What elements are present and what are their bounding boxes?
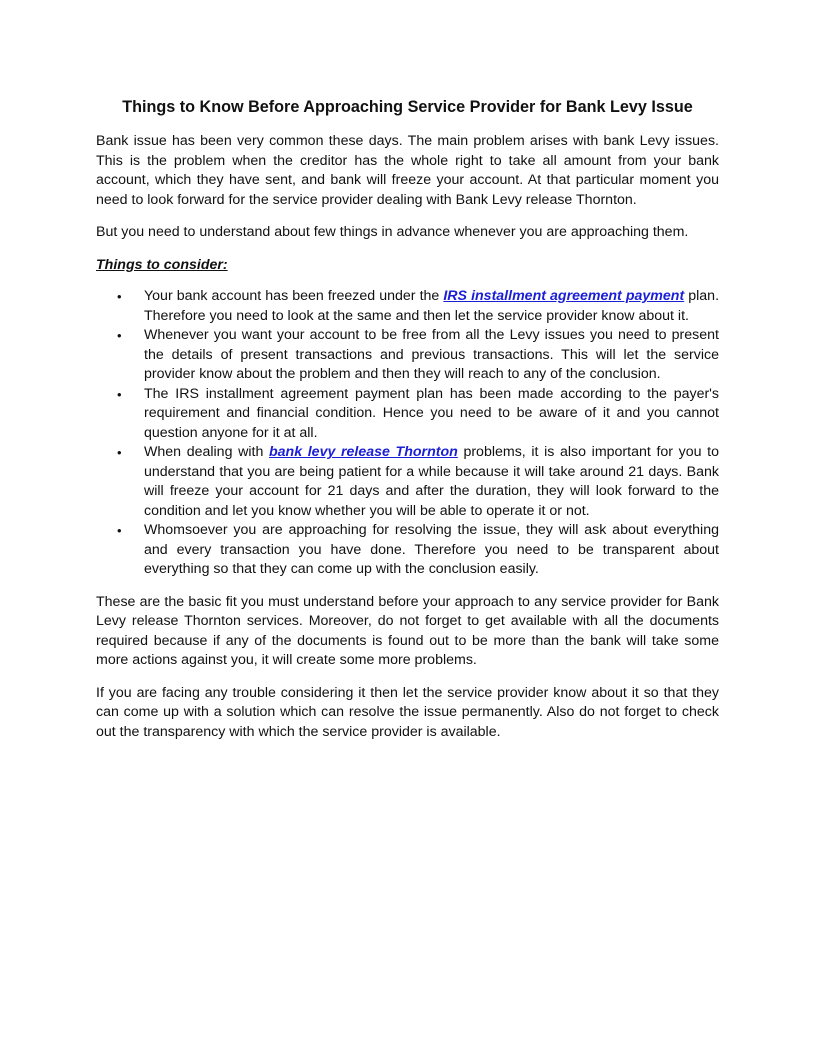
intro-paragraph-2: But you need to understand about few things in advance whenever you are approaching them. bbox=[96, 224, 689, 240]
list-item bbox=[96, 521, 719, 580]
considerations-list bbox=[96, 287, 719, 580]
list-item bbox=[96, 443, 719, 521]
list-item-text-before: Your bank account has been freezed under the bbox=[144, 288, 444, 304]
bullet-icon: • bbox=[117, 328, 122, 343]
intro-paragraph-1: Bank issue has been very common these days. The main problem arises with bank Levy issues. This is the problem when the creditor has the whole right to take all amount from your bank account, which they have sent, and bank will freeze your account. At that particular moment you need to look forward for the service provider dealing with Bank Levy release Thornton. bbox=[96, 133, 719, 208]
closing-paragraph-1: These are the basic fit you must understand before your approach to any service provider for Bank Levy release Thornton services. Moreover, do not forget to get available with all the documents required because if any of the documents is found out to be more than the bank will take some more actions against you, it will create some more problems. bbox=[96, 593, 719, 668]
list-item-text: Whomsoever you are approaching for resolving the issue, they will ask about everything and every transaction you have done. Therefore you need to be transparent about everything so that they can come up with the conclusion easily. bbox=[144, 522, 719, 577]
document-title: Things to Know Before Approaching Service Provider for Bank Levy Issue bbox=[122, 98, 693, 116]
list-item-text-after: problems, it is also important for you to understand that you are being patient for a while because it will take around 21 days. Bank will freeze your account for 21 days and after the duration, they will look forward to the condition and let you know whether you will be able to operate it or not. bbox=[144, 444, 719, 519]
list-item-text: The IRS installment agreement payment plan has been made according to the payer's requirement and financial condition. Hence you need to be aware of it and you cannot question anyone for it at all. bbox=[144, 385, 719, 441]
bank-levy-release-link[interactable]: bank levy release Thornton bbox=[268, 444, 458, 460]
list-item bbox=[96, 326, 719, 385]
list-item bbox=[96, 287, 719, 326]
bullet-icon: • bbox=[117, 445, 122, 460]
bullet-icon: • bbox=[117, 289, 122, 304]
bullet-icon: • bbox=[117, 386, 122, 402]
list-item bbox=[96, 385, 719, 444]
irs-installment-agreement-link[interactable]: IRS installment agreement payment bbox=[443, 288, 685, 304]
document-page bbox=[96, 94, 719, 755]
list-item-text: Whenever you want your account to be free from all the Levy issues you need to present the details of present transactions and previous transactions. This will let the service provider know about the problem and then they will reach to any of the conclusion. bbox=[144, 327, 719, 382]
bullet-icon: • bbox=[117, 523, 122, 538]
things-to-consider-heading: Things to consider: bbox=[96, 256, 228, 273]
list-item-text-after: plan. Therefore you need to look at the same and then let the service provider know about it. bbox=[144, 288, 720, 324]
closing-paragraph-2: If you are facing any trouble considering it then let the service provider know about it so that they can come up with a solution which can resolve the issue permanently. Also do not forget to check out the transparency with which the service provider is available. bbox=[96, 684, 719, 740]
list-item-text-before: When dealing with bbox=[144, 444, 269, 460]
